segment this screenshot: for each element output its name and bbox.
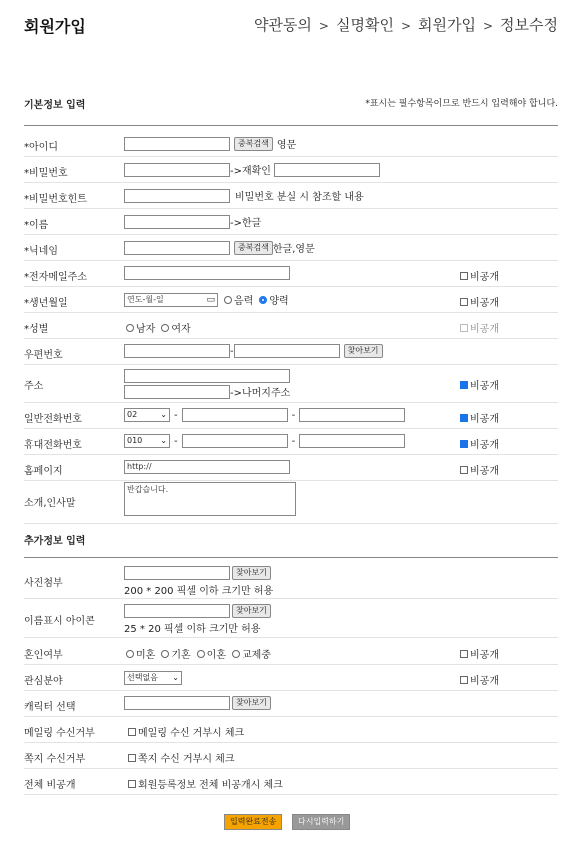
mobile-input-3[interactable]: [299, 434, 405, 448]
private-label: 비공개: [470, 650, 499, 661]
reset-button[interactable]: 다시입력하기: [292, 814, 350, 830]
dash: -: [174, 409, 178, 421]
divider: [24, 125, 558, 126]
row-gender: [24, 313, 558, 339]
checkbox-icon[interactable]: [460, 650, 468, 658]
mobile-prefix-select[interactable]: [124, 434, 170, 448]
homepage-input[interactable]: http://: [124, 460, 290, 474]
step-terms: 약관동의: [253, 16, 312, 34]
calendar-icon[interactable]: ▭: [206, 294, 215, 305]
label-name-icon: 이름표시 아이콘: [24, 616, 95, 627]
checkbox-icon[interactable]: [128, 728, 136, 736]
address-input-1[interactable]: [124, 369, 290, 383]
label-intro: 소개,인사말: [24, 498, 76, 509]
photo-find-button[interactable]: 찾아보기: [232, 566, 271, 580]
married-label: 기혼: [171, 650, 191, 661]
photo-file-input[interactable]: [124, 566, 230, 580]
address-input-2[interactable]: [124, 385, 230, 399]
label-password-hint: *비밀번호힌트: [24, 194, 87, 205]
email-input[interactable]: [124, 266, 290, 280]
gender-private-checkbox[interactable]: [460, 320, 499, 335]
password-hint-desc: 비밀번호 분실 시 참조할 내용: [235, 192, 364, 203]
step-realname: 실명확인: [335, 16, 394, 34]
intro-textarea[interactable]: 반갑습니다.: [124, 482, 296, 516]
mobile-input-2[interactable]: [182, 434, 288, 448]
memo-refuse-desc: 쪽지 수신 거부시 체크: [138, 754, 235, 765]
row-interest: [24, 665, 558, 691]
row-zipcode: [24, 339, 558, 365]
male-label: 남자: [136, 324, 156, 335]
submit-button[interactable]: 입력완료전송: [224, 814, 282, 830]
interest-private-checkbox[interactable]: [460, 672, 499, 687]
row-name-icon: [24, 599, 558, 638]
phone-prefix-value: 02: [127, 410, 138, 419]
chevron-down-icon: ⌄: [160, 410, 167, 419]
row-birth: [24, 287, 558, 313]
single-label: 미혼: [136, 650, 156, 661]
private-label: 비공개: [470, 324, 499, 335]
email-private-checkbox[interactable]: [460, 268, 499, 283]
label-mobile: 휴대전화번호: [24, 440, 82, 451]
character-find-button[interactable]: 찾아보기: [232, 696, 271, 710]
row-mobile: [24, 429, 558, 455]
dash: -: [174, 435, 178, 447]
row-intro: [24, 481, 558, 524]
private-label: 비공개: [470, 381, 499, 392]
phone-input-3[interactable]: [299, 408, 405, 422]
name-desc: ->한글: [230, 218, 262, 229]
row-all-private: [24, 769, 558, 795]
label-email: *전자메일주소: [24, 272, 87, 283]
private-label: 비공개: [470, 440, 499, 451]
label-phone: 일반전화번호: [24, 414, 82, 425]
label-name: *이름: [24, 220, 49, 231]
marital-private-checkbox[interactable]: [460, 646, 499, 661]
label-marital: 혼인여부: [24, 650, 63, 661]
label-character: 캐릭터 선택: [24, 702, 76, 713]
dash: -: [291, 409, 296, 421]
chevron-down-icon: ⌄: [160, 436, 167, 445]
checkbox-icon[interactable]: [460, 381, 468, 389]
checkbox-icon[interactable]: [128, 780, 136, 788]
row-password: [24, 157, 558, 183]
all-private-desc: 회원등록정보 전체 비공개시 체크: [138, 780, 283, 791]
label-gender: *성별: [24, 324, 49, 335]
label-birth: *생년월일: [24, 298, 68, 309]
row-address: [24, 365, 558, 403]
step-sep: >: [482, 19, 494, 33]
required-note: *표시는 필수항목이므로 반드시 입력해야 합니다.: [365, 99, 558, 109]
nickname-input[interactable]: [124, 241, 230, 255]
zipcode-input-2[interactable]: [234, 344, 340, 358]
divider: [24, 557, 558, 558]
icon-file-input[interactable]: [124, 604, 230, 618]
female-label: 여자: [171, 324, 191, 335]
label-zipcode: 우편번호: [24, 350, 63, 361]
row-character: [24, 691, 558, 717]
label-password: *비밀번호: [24, 168, 68, 179]
divorced-label: 이혼: [206, 650, 226, 661]
label-id: *아이디: [24, 142, 58, 153]
page-title: 회원가입: [24, 17, 86, 36]
step-sep: >: [400, 19, 411, 33]
male-radio[interactable]: [126, 324, 134, 332]
checkbox-icon[interactable]: [460, 414, 468, 422]
private-label: 비공개: [470, 676, 499, 687]
dash: -: [230, 345, 234, 357]
dash: -: [291, 435, 296, 447]
id-dup-check-button[interactable]: 중복검색: [234, 137, 273, 151]
mailing-refuse-checkbox[interactable]: [128, 724, 244, 739]
address-rest-label: ->나머지주소: [230, 388, 291, 399]
private-label: 비공개: [470, 298, 499, 309]
phone-private-checkbox[interactable]: [460, 410, 499, 425]
single-radio[interactable]: [126, 650, 134, 658]
password-confirm-input[interactable]: [274, 163, 380, 177]
label-homepage: 홈페이지: [24, 466, 63, 477]
row-memo-refuse: [24, 743, 558, 769]
dating-label: 교제중: [241, 650, 271, 661]
zipcode-input-1[interactable]: [124, 344, 230, 358]
checkbox-icon[interactable]: [128, 754, 136, 762]
password-input[interactable]: [124, 163, 230, 177]
row-phone: [24, 403, 558, 429]
divorced-radio[interactable]: [197, 650, 205, 658]
row-mailing-refuse: [24, 717, 558, 743]
private-label: 비공개: [470, 414, 499, 425]
section-basic-title: 기본정보 입력: [24, 100, 86, 111]
row-name: [24, 209, 558, 235]
row-email: [24, 261, 558, 287]
label-address: 주소: [24, 381, 44, 392]
phone-prefix-select[interactable]: [124, 408, 170, 422]
married-radio[interactable]: [161, 650, 169, 658]
label-mailing-refuse: 메일링 수신거부: [24, 728, 95, 739]
lunar-radio[interactable]: [224, 296, 232, 304]
character-input[interactable]: [124, 696, 230, 710]
private-label: 비공개: [470, 466, 499, 477]
mobile-private-checkbox[interactable]: [460, 436, 499, 451]
step-breadcrumb: [254, 14, 558, 35]
mailing-refuse-desc: 메일링 수신 거부시 체크: [138, 728, 245, 739]
step-edit: 정보수정: [500, 16, 558, 34]
label-photo: 사진첨부: [24, 578, 63, 589]
female-radio[interactable]: [161, 324, 169, 332]
interest-value: 선택없음: [127, 673, 158, 682]
password-hint-input[interactable]: [124, 189, 230, 203]
row-homepage: [24, 455, 558, 481]
checkbox-icon[interactable]: [460, 676, 468, 684]
password-confirm-label: ->재확인: [230, 166, 271, 177]
section-extra-title: 추가정보 입력: [24, 536, 86, 547]
birth-date-input[interactable]: [124, 293, 218, 307]
homepage-private-checkbox[interactable]: [460, 462, 499, 477]
checkbox-icon[interactable]: [460, 298, 468, 306]
row-nickname: [24, 235, 558, 261]
row-photo: [24, 562, 558, 599]
dating-radio[interactable]: [232, 650, 240, 658]
birth-private-checkbox[interactable]: [460, 294, 499, 309]
step-join: 회원가입: [418, 16, 476, 34]
phone-input-2[interactable]: [182, 408, 288, 422]
label-memo-refuse: 쪽지 수신거부: [24, 754, 86, 765]
all-private-checkbox[interactable]: [128, 776, 283, 791]
zipcode-find-button[interactable]: 찾아보기: [344, 344, 383, 358]
name-input[interactable]: [124, 215, 230, 229]
solar-label: 양력: [269, 296, 289, 307]
label-all-private: 전체 비공개: [24, 780, 76, 791]
address-private-checkbox[interactable]: [460, 377, 499, 392]
checkbox-icon[interactable]: [460, 466, 468, 474]
row-id: [24, 131, 558, 157]
chevron-down-icon: ⌄: [172, 673, 179, 682]
id-hint-text: 영문: [276, 140, 297, 151]
label-nickname: *닉네임: [24, 246, 58, 257]
private-label: 비공개: [470, 272, 499, 283]
mobile-prefix-value: 010: [127, 436, 143, 445]
step-sep: >: [318, 19, 329, 33]
icon-desc: 25 * 20 픽셀 이하 크기만 허용: [124, 624, 261, 635]
checkbox-icon[interactable]: [460, 272, 468, 280]
id-input[interactable]: [124, 137, 230, 151]
nickname-dup-check-button[interactable]: 중복검색: [234, 241, 273, 255]
lunar-label: 음력: [234, 296, 254, 307]
row-password-hint: [24, 183, 558, 209]
checkbox-icon[interactable]: [460, 324, 468, 332]
birth-date-value: 연도-월-일: [127, 294, 164, 304]
icon-find-button[interactable]: 찾아보기: [232, 604, 271, 618]
row-marital: [24, 638, 558, 665]
label-interest: 관심분야: [24, 676, 63, 687]
memo-refuse-checkbox[interactable]: [128, 750, 234, 765]
nickname-desc: 한글,영문: [272, 244, 315, 255]
checkbox-icon[interactable]: [460, 440, 468, 448]
solar-radio[interactable]: [259, 296, 267, 304]
interest-select[interactable]: [124, 671, 182, 685]
photo-desc: 200 * 200 픽셀 이하 크기만 허용: [124, 586, 274, 597]
